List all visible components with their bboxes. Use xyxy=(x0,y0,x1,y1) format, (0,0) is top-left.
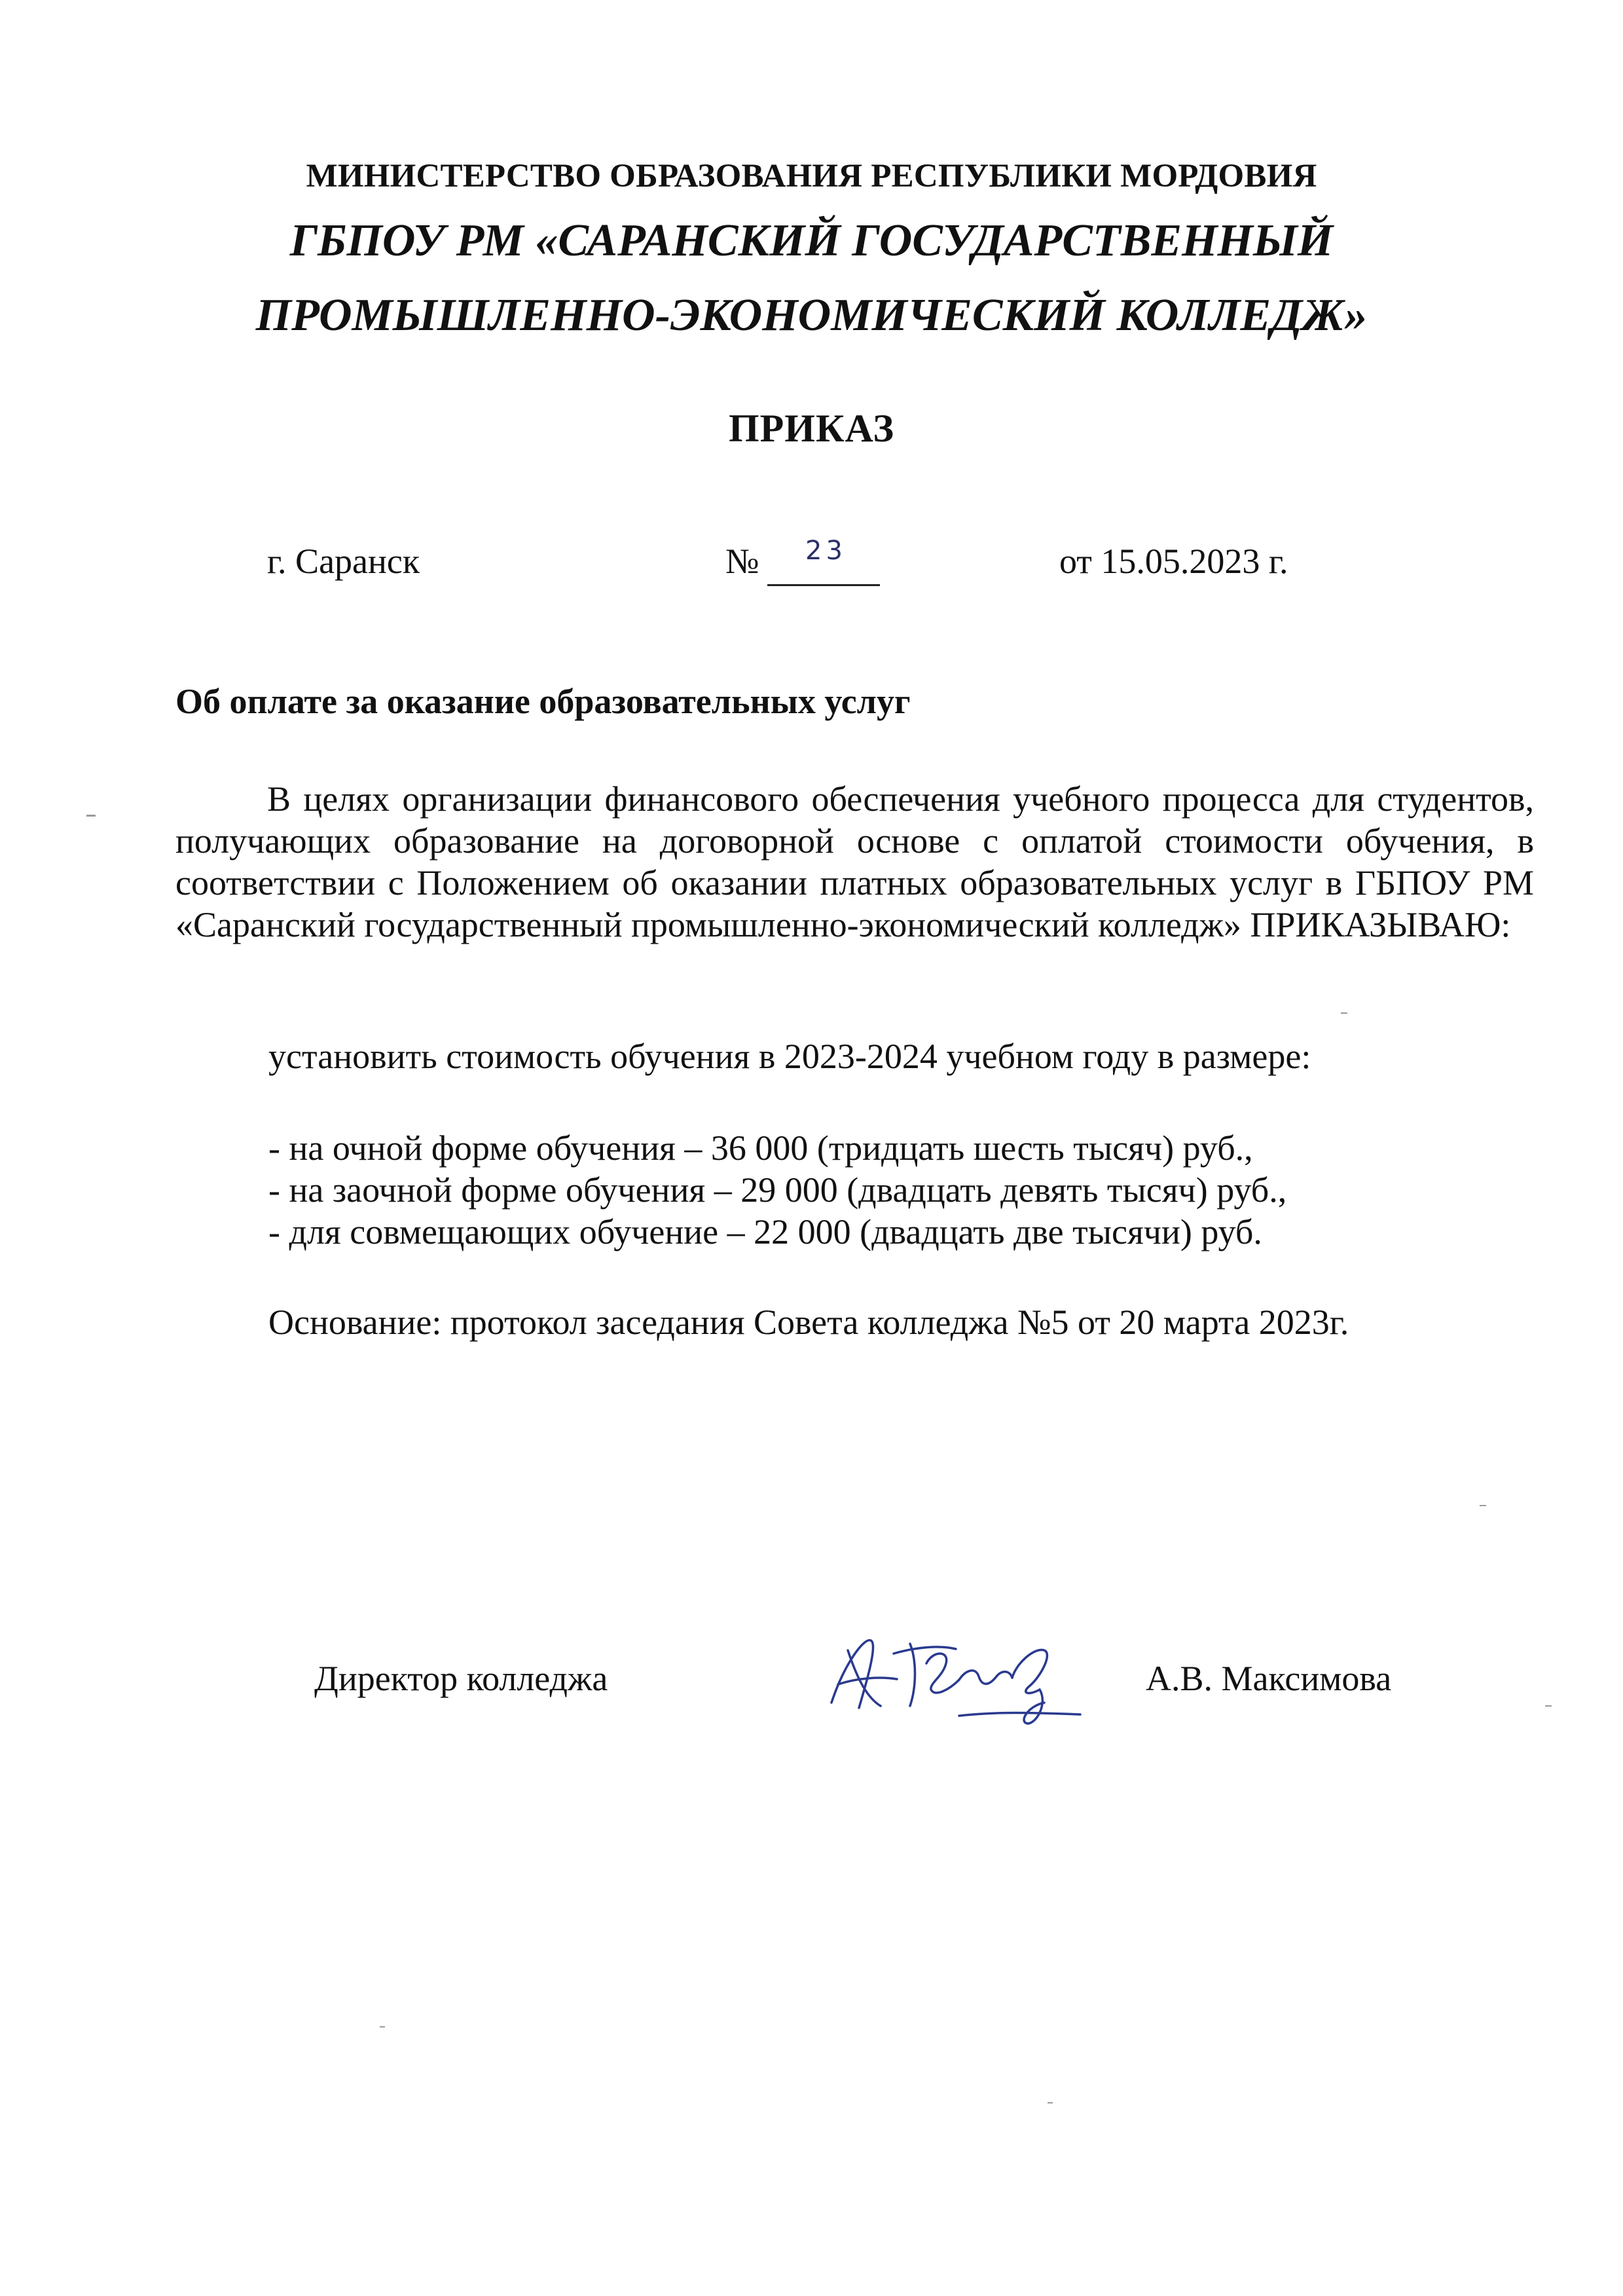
order-number-label: № xyxy=(725,542,759,581)
order-number-handwritten: 23 xyxy=(805,536,847,566)
order-number-underline xyxy=(767,584,880,586)
scan-speck xyxy=(1048,2102,1053,2103)
ministry-heading: МИНИСТЕРСТВО ОБРАЗОВАНИЯ РЕСПУБЛИКИ МОРДОВИЯ xyxy=(306,158,1317,194)
signatory-name: А.В. Максимова xyxy=(1146,1659,1392,1698)
set-cost-statement: установить стоимость обучения в 2023-2024 учебном году в размере: xyxy=(268,1037,1311,1076)
organization-name-line-1: ГБПОУ РМ «САРАНСКИЙ ГОСУДАРСТВЕННЫЙ xyxy=(289,215,1334,266)
order-subject: Об оплате за оказание образовательных услуг xyxy=(175,682,911,721)
cost-item-full-time: - на очной форме обучения – 36 000 (тридцать шесть тысяч) руб., xyxy=(268,1128,1253,1168)
order-city: г. Саранск xyxy=(267,542,420,581)
scan-speck xyxy=(1341,1012,1347,1014)
scan-speck xyxy=(86,815,96,817)
scan-speck xyxy=(1480,1505,1486,1506)
basis-statement: Основание: протокол заседания Совета колледжа №5 от 20 марта 2023г. xyxy=(268,1303,1349,1342)
document-title: ПРИКАЗ xyxy=(728,407,894,450)
scan-speck xyxy=(380,2026,385,2028)
cost-item-correspondence: - на заочной форме обучения – 29 000 (двадцать девять тысяч) руб., xyxy=(268,1170,1287,1210)
signatory-position: Директор колледжа xyxy=(314,1659,608,1698)
organization-name-line-2: ПРОМЫШЛЕННО-ЭКОНОМИЧЕСКИЙ КОЛЛЕДЖ» xyxy=(255,290,1368,341)
handwritten-signature xyxy=(818,1624,1093,1729)
preamble-paragraph: В целях организации финансового обеспечения учебного процесса для студентов, получающих образование на договорной основе с оплатой стоимости обучения, в соответствии с Положением об оказании платных образовательных услуг в ГБПОУ РМ «Саранский государственный промышленно-экономический колледж» ПРИКАЗЫВАЮ: xyxy=(175,779,1534,944)
scan-speck xyxy=(1545,1705,1552,1707)
order-date: от 15.05.2023 г. xyxy=(1059,542,1288,581)
cost-item-combined: - для совмещающих обучение – 22 000 (двадцать две тысячи) руб. xyxy=(268,1212,1262,1251)
